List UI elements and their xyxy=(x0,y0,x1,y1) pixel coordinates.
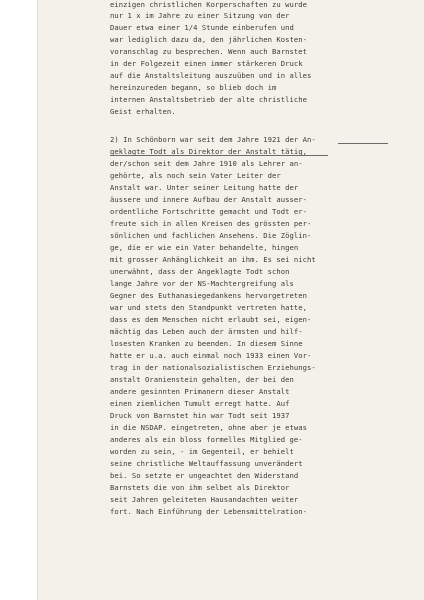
text-line: anstalt Oranienstein gehalten, der bei den xyxy=(110,375,294,384)
text-line: in die NSDAP. eingetreten, ohne aber je etwas xyxy=(110,423,307,432)
text-line: internen Anstaltsbetrieb der alte christliche xyxy=(110,95,307,104)
document-page xyxy=(38,0,424,600)
text-line: einen ziemlichen Tumult erregt hatte. Auf xyxy=(110,399,290,408)
text-line: seine christliche Weltauffassung unverändert xyxy=(110,459,303,468)
text-line: hatte er u.a. auch einmal noch 1933 einen Vor- xyxy=(110,351,312,360)
text-line: geklagte Todt als Direktor der Anstalt tätig, xyxy=(110,147,307,156)
text-line: freute sich in allen Kreisen des grössten per- xyxy=(110,219,312,228)
handwritten-underline xyxy=(110,155,328,156)
text-line: auf die Anstaltsleitung auszuüben und in alles xyxy=(110,71,312,80)
text-line: nur 1 x im Jahre zu einer Sitzung von der xyxy=(110,11,290,20)
text-line: äussere und innere Aufbau der Anstalt ausser- xyxy=(110,195,307,204)
text-line: seit Jahren geleiteten Hausandachten weiter xyxy=(110,495,299,504)
text-line: anderes als ein bloss formelles Mitglied ge- xyxy=(110,435,303,444)
text-line: voranschlag zu besprechen. Wenn auch Barnstet xyxy=(110,47,307,56)
text-line: in der Folgezeit einen immer stärkeren Druck xyxy=(110,59,303,68)
text-line: unerwähnt, dass der Angeklagte Todt schon xyxy=(110,267,290,276)
text-line: Druck von Barnstet hin war Todt seit 1937 xyxy=(110,411,290,420)
text-line: mit grosser Anhänglichkeit an ihm. Es sei nicht xyxy=(110,255,316,264)
text-line: Geist erhalten. xyxy=(110,107,176,116)
text-line: mächtig das Leben auch der ärmsten und hilf- xyxy=(110,327,303,336)
paragraph-2-first-line: 2) In Schönborn war seit dem Jahre 1921 der An- xyxy=(110,135,316,144)
text-line: ordentliche Fortschritte gemacht und Todt er- xyxy=(110,207,307,216)
text-line: fort. Nach Einführung der Lebensmittelration- xyxy=(110,507,307,516)
text-line: worden zu sein, - im Gegenteil, er behielt xyxy=(110,447,294,456)
text-line: der/schon seit dem Jahre 1910 als Lehrer an- xyxy=(110,159,303,168)
text-line: einzigen christlichen Korperschaften zu wurde xyxy=(110,0,307,9)
text-line: ge, die er wie ein Vater behandelte, hingen xyxy=(110,243,299,252)
text-line: losesten Kranken zu beenden. In diesem Sinne xyxy=(110,339,303,348)
text-line: gehörte, als noch sein Vater Leiter der xyxy=(110,171,281,180)
text-line: bei. So setzte er ungeachtet den Widerstand xyxy=(110,471,299,480)
text-line: Barnstets die von ihm selbet als Direktor xyxy=(110,483,290,492)
text-line: hereinzureden begann, so blieb doch im xyxy=(110,83,277,92)
text-line: war lediglich dazu da, den jährlichen Kosten- xyxy=(110,35,307,44)
text-line: andere gesinnten Primanern dieser Anstalt xyxy=(110,387,290,396)
text-line: Gegner des Euthanasiegedankens hervorgetreten xyxy=(110,291,307,300)
text-line: war und stets den Standpunkt vertreten hatte, xyxy=(110,303,307,312)
text-line: lange Jahre vor der NS-Machtergreifung als xyxy=(110,279,294,288)
text-line: trag in der nationalsozialistischen Erziehungs- xyxy=(110,363,316,372)
handwritten-underline xyxy=(338,143,388,144)
text-line: Dauer etwa einer 1/4 Stunde einberufen und xyxy=(110,23,294,32)
text-line: Anstalt war. Unter seiner Leitung hatte der xyxy=(110,183,299,192)
text-line: dass es dem Menschen nicht erlaubt sei, eigen- xyxy=(110,315,312,324)
text-line: sönlichen und fachlichen Ansehens. Die Zöglin- xyxy=(110,231,312,240)
